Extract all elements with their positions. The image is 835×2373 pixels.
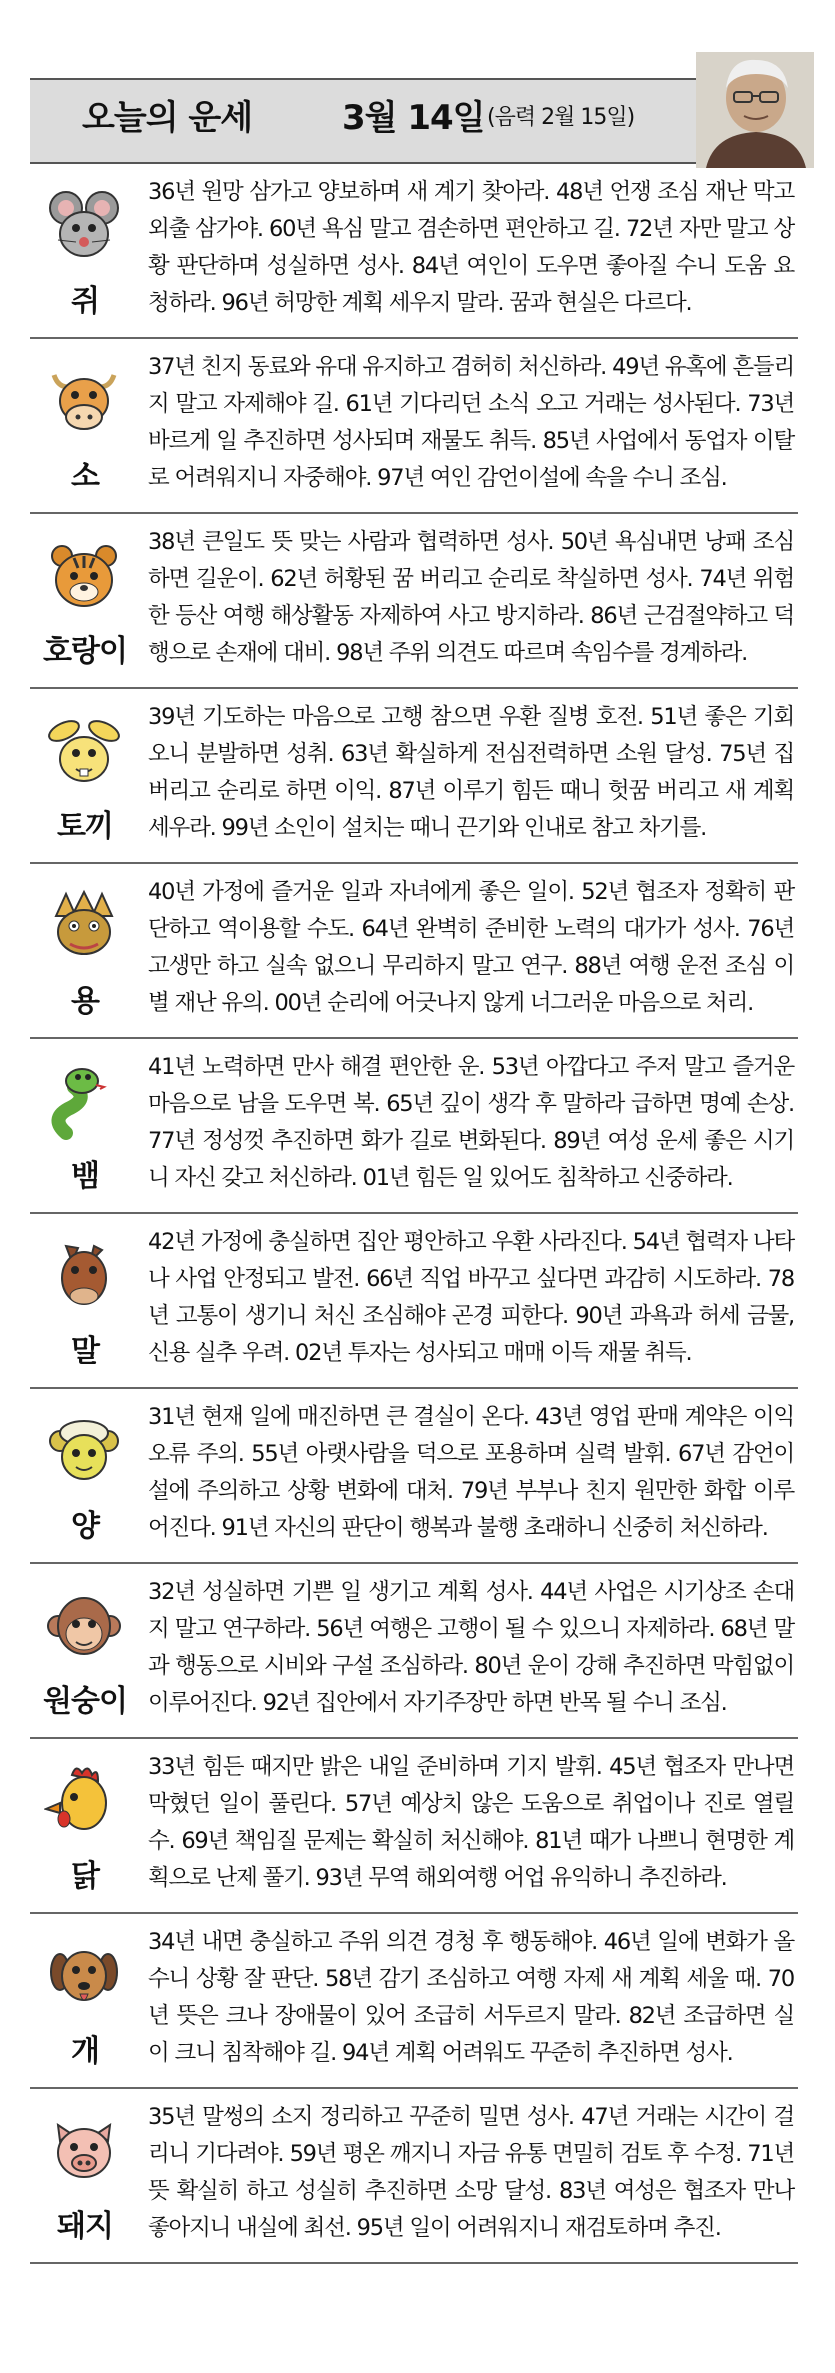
rat-icon xyxy=(44,186,124,266)
author-photo xyxy=(696,52,814,168)
zodiac-row-dog xyxy=(30,1914,798,2089)
zodiac-name: 원숭이 xyxy=(43,1684,127,1719)
fortune-header xyxy=(30,78,798,164)
page-title: 오늘의 운세 xyxy=(82,98,253,138)
tiger-icon xyxy=(44,536,124,616)
zodiac-row-sheep xyxy=(30,1389,798,1564)
zodiac-row-ox xyxy=(30,339,798,514)
zodiac-name: 소 xyxy=(71,459,99,494)
fortune-text: 36년 원망 삼가고 양보하며 새 계기 찾아라. 48년 언쟁 조심 재난 막고 외출 삼가야. 60년 욕심 말고 겸손하면 편안하고 길. 72년 자만 말고 상황 판단하며 성실하면 성사. 84년 여인이 도우면 좋아질 수니 도움 요청하라. 96년 허망한 계획 세우지 말라. 꿈과 현실은 다르다. xyxy=(148,179,794,316)
fortune-text: 33년 힘든 때지만 밝은 내일 준비하며 기지 발휘. 45년 협조자 만나면 막혔던 일이 풀린다. 57년 예상치 않은 도움으로 취업이나 진로 열릴 수. 69년 책임질 문제는 확실히 처신해야. 81년 때가 나쁘니 현명한 계획으로 난제 풀기. 93년 무역 해외여행 어업 유익하니 추진하라. xyxy=(148,1754,794,1891)
snake-icon xyxy=(44,1061,124,1141)
fortune-text: 39년 기도하는 마음으로 고행 참으면 우환 질병 호전. 51년 좋은 기회오니 분발하면 성취. 63년 확실하게 전심전력하면 소원 달성. 75년 집 버리고 순리로 하면 이익. 87년 이루기 힘든 때니 헛꿈 버리고 새 계획 세우라. 99년 소인이 설치는 때니 끈기와 인내로 참고 차기를. xyxy=(148,704,794,841)
rabbit-icon xyxy=(44,711,124,791)
zodiac-row-pig xyxy=(30,2089,798,2264)
fortune-text: 32년 성실하면 기쁜 일 생기고 계획 성사. 44년 사업은 시기상조 손대지 말고 연구하라. 56년 여행은 고행이 될 수 있으니 자제하라. 68년 말과 행동으로 시비와 구설 조심하라. 80년 운이 강해 추진하면 막힘없이 이루어진다. 92년 집안에서 자기주장만 하면 반목 될 수니 조심. xyxy=(148,1579,794,1716)
dog-icon xyxy=(44,1936,124,2016)
fortune-text: 31년 현재 일에 매진하면 큰 결실이 온다. 43년 영업 판매 계약은 이익 오류 주의. 55년 아랫사람을 덕으로 포용하며 실력 발휘. 67년 감언이설에 주의하고 상황 변화에 대처. 79년 부부나 친지 원만한 화합 이루어진다. 91년 자신의 판단이 행복과 불행 초래하니 신중히 처신하라. xyxy=(148,1404,794,1541)
zodiac-name: 용 xyxy=(71,984,99,1019)
zodiac-row-monkey xyxy=(30,1564,798,1739)
zodiac-name: 말 xyxy=(71,1334,99,1369)
zodiac-name: 개 xyxy=(71,2034,99,2069)
zodiac-row-dragon xyxy=(30,864,798,1039)
fortune-text: 40년 가정에 즐거운 일과 자녀에게 좋은 일이. 52년 협조자 정확히 판단하고 역이용할 수도. 64년 완벽히 준비한 노력의 대가가 성사. 76년 고생만 하고 실속 없으니 무리하지 말고 연구. 88년 여행 운전 조심 이별 재난 유의. 00년 순리에 어긋나지 않게 너그러운 마음으로 처리. xyxy=(148,879,794,1016)
zodiac-name: 쥐 xyxy=(71,284,99,319)
sheep-icon xyxy=(44,1411,124,1491)
fortune-text: 37년 친지 동료와 유대 유지하고 겸허히 처신하라. 49년 유혹에 흔들리지 말고 자제해야 길. 61년 기다리던 소식 오고 거래는 성사된다. 73년 바르게 일 추진하면 성사되며 재물도 취득. 85년 사업에서 동업자 이탈로 어려워지니 자중해야. 97년 여인 감언이설에 속을 수니 조심. xyxy=(148,354,794,491)
zodiac-name: 닭 xyxy=(71,1859,99,1894)
zodiac-row-rat xyxy=(30,164,798,339)
zodiac-name: 토끼 xyxy=(57,809,113,844)
zodiac-row-rabbit xyxy=(30,689,798,864)
lunar-date-label: (음력 2월 15일) xyxy=(487,105,635,130)
fortune-text: 42년 가정에 충실하면 집안 평안하고 우환 사라진다. 54년 협력자 나타나 사업 안정되고 발전. 66년 직업 바꾸고 싶다면 과감히 시도하라. 78년 고통이 생기니 처신 조심해야 곤경 피한다. 90년 과욕과 허세 금물, 신용 실추 우려. 02년 투자는 성사되고 매매 이득 재물 취득. xyxy=(148,1229,794,1366)
zodiac-row-snake xyxy=(30,1039,798,1214)
zodiac-name: 뱀 xyxy=(71,1159,99,1194)
monkey-icon xyxy=(44,1586,124,1666)
zodiac-row-rooster xyxy=(30,1739,798,1914)
fortune-text: 34년 내면 충실하고 주위 의견 경청 후 행동해야. 46년 일에 변화가 올 수니 상황 잘 판단. 58년 감기 조심하고 여행 자제 새 계획 세울 때. 70년 뜻은 크나 장애물이 있어 조급히 서두르지 말라. 82년 조급하면 실이 크니 침착해야 길. 94년 계획 어려워도 꾸준히 추진하면 성사. xyxy=(148,1929,794,2066)
pig-icon xyxy=(44,2111,124,2191)
zodiac-list xyxy=(30,164,798,2264)
zodiac-row-tiger xyxy=(30,514,798,689)
zodiac-name: 양 xyxy=(71,1509,99,1544)
zodiac-name: 호랑이 xyxy=(43,634,127,669)
ox-icon xyxy=(44,361,124,441)
dragon-icon xyxy=(44,886,124,966)
zodiac-row-horse xyxy=(30,1214,798,1389)
fortune-text: 41년 노력하면 만사 해결 편안한 운. 53년 아깝다고 주저 말고 즐거운 마음으로 남을 도우면 복. 65년 깊이 생각 후 말하라 급하면 명예 손상. 77년 정성껏 추진하면 화가 길로 변화된다. 89년 여성 운세 좋은 시기니 자신 갖고 처신하라. 01년 힘든 일 있어도 침착하고 신중하라. xyxy=(148,1054,794,1191)
fortune-text: 38년 큰일도 뜻 맞는 사람과 협력하면 성사. 50년 욕심내면 낭패 조심하면 길운이. 62년 허황된 꿈 버리고 순리로 착실하면 성사. 74년 위험한 등산 여행 해상활동 자제하여 사고 방지하라. 86년 근검절약하고 덕행으로 손재에 대비. 98년 주위 의견도 따르며 속임수를 경계하라. xyxy=(148,529,794,666)
horse-icon xyxy=(44,1236,124,1316)
date-label: 3월 14일 xyxy=(342,98,485,138)
rooster-icon xyxy=(44,1761,124,1841)
zodiac-name: 돼지 xyxy=(57,2209,113,2244)
fortune-text: 35년 말썽의 소지 정리하고 꾸준히 밀면 성사. 47년 거래는 시간이 걸리니 기다려야. 59년 평온 깨지니 자금 유통 면밀히 검토 후 수정. 71년 뜻 확실히 하고 성실히 추진하면 소망 달성. 83년 여성은 협조자 만나 좋아지니 내실에 최선. 95년 일이 어려워지니 재검토하며 추진. xyxy=(148,2104,794,2241)
